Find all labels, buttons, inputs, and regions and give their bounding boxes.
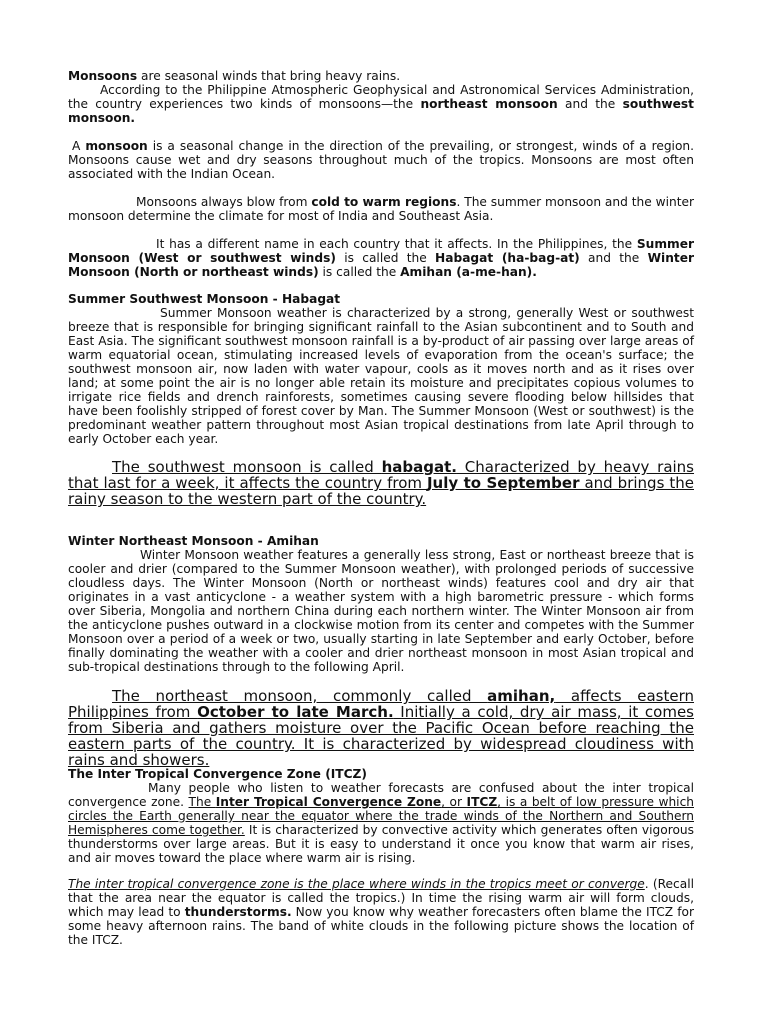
itcz-section bbox=[68, 767, 694, 865]
summer-heading: Summer Southwest Monsoon - Habagat bbox=[68, 292, 341, 306]
intro-line: Monsoons are seasonal winds that bring heavy rains. bbox=[68, 69, 401, 83]
itcz-paragraph-2: The inter tropical convergence zone is the place where winds in the tropics meet or converge. (Recall that the area near the equator is called the tropics.) In time the rising warm air will form clouds, which may lead to thunderstorms. Now you know why weather forecasters often blame the ITCZ for some heavy afternoon rains. The band of white clouds in the following picture shows the location of the ITCZ. bbox=[68, 877, 694, 947]
winter-body: Winter Monsoon weather features a generally less strong, East or northeast breeze that is cooler and drier (compared to the Summer Monsoon weather), with prolonged periods of successive cloudless days. The Winter Monsoon (North or northeast winds) features cool and dry air that originates in a vast anticyclone - a weather system with a high barometric pressure - which forms over Siberia, Mongolia and northern China during each northern winter. The Winter Monsoon air from the anticyclone pushes outward in a clockwise motion from its center and competes with the Summer Monsoon over a period of a week or two, usually starting in late September and early October, before finally dominating the weather with a cooler and drier northeast monsoon in most Asian tropical and sub-tropical destinations through to the following April. bbox=[68, 548, 694, 674]
definition-paragraph: A monsoon is a seasonal change in the direction of the prevailing, or strongest, winds of a region. Monsoons cause wet and dry seasons throughout much of the tropics. Monsoons are most often associated with the Indian Ocean. bbox=[68, 139, 694, 181]
intro-term: Monsoons bbox=[68, 69, 138, 83]
intro-paragraph: According to the Philippine Atmospheric Geophysical and Astronomical Services Administration, the country experiences two kinds of monsoons—the northeast monsoon and the southwest monsoon. bbox=[68, 83, 694, 125]
amihan-note: The northeast monsoon, commonly called amihan, affects eastern Philippines from October to late March. Initially a cold, dry air mass, it comes from Siberia and gathers moisture over the Pacific Ocean before reaching the eastern parts of the country. It is characterized by widespread cloudiness with rains and showers. bbox=[68, 687, 694, 769]
winter-section bbox=[68, 534, 694, 674]
intro-section bbox=[68, 69, 694, 125]
blow-paragraph: Monsoons always blow from cold to warm regions. The summer monsoon and the winter monsoon determine the climate for most of India and Southeast Asia. bbox=[68, 195, 694, 223]
winter-heading: Winter Northeast Monsoon - Amihan bbox=[68, 534, 319, 548]
habagat-note: The southwest monsoon is called habagat. Characterized by heavy rains that last for a week, it affects the country from July to September and brings the rainy season to the western part of the country. bbox=[68, 458, 695, 508]
itcz-body: Many people who listen to weather forecasts are confused about the inter tropical convergence zone. The Inter Tropical Convergence Zone, or ITCZ, is a belt of low pressure which circles the Earth generally near the equator where the trade winds of the Northern and Southern Hemispheres come together. It is characterized by convective activity which generates often vigorous thunderstorms over large areas. But it is easy to understand it once you know that warm air rises, and air moves toward the place where warm air is rising. bbox=[68, 781, 694, 865]
itcz-heading: The Inter Tropical Convergence Zone (ITCZ) bbox=[68, 767, 367, 781]
summer-body: Summer Monsoon weather is characterized by a strong, generally West or southwest breeze that is responsible for bringing significant rainfall to the Asian subcontinent and to South and East Asia. The significant southwest monsoon rainfall is a by-product of air passing over large areas of warm equatorial ocean, stimulating increased levels of evaporation from the ocean's surface; the southwest monsoon air, now laden with water vapour, cools as it moves north and as it rises over land; at some point the air is no longer able retain its moisture and precipitates copious volumes to irrigate rice fields and drench rainforests, sometimes causing severe flooding below hillsides that have been foolishly stripped of forest cover by Man. The Summer Monsoon (West or southwest) is the predominant weather pattern throughout most Asian tropical destinations from late April through to early October each year. bbox=[68, 306, 694, 446]
summer-section bbox=[68, 292, 694, 446]
names-paragraph: It has a different name in each country that it affects. In the Philippines, the Summer Monsoon (West or southwest winds) is called the Habagat (ha-bag-at) and the Winter Monsoon (North or northeast winds) is called the Amihan (a-me-han). bbox=[68, 237, 694, 279]
